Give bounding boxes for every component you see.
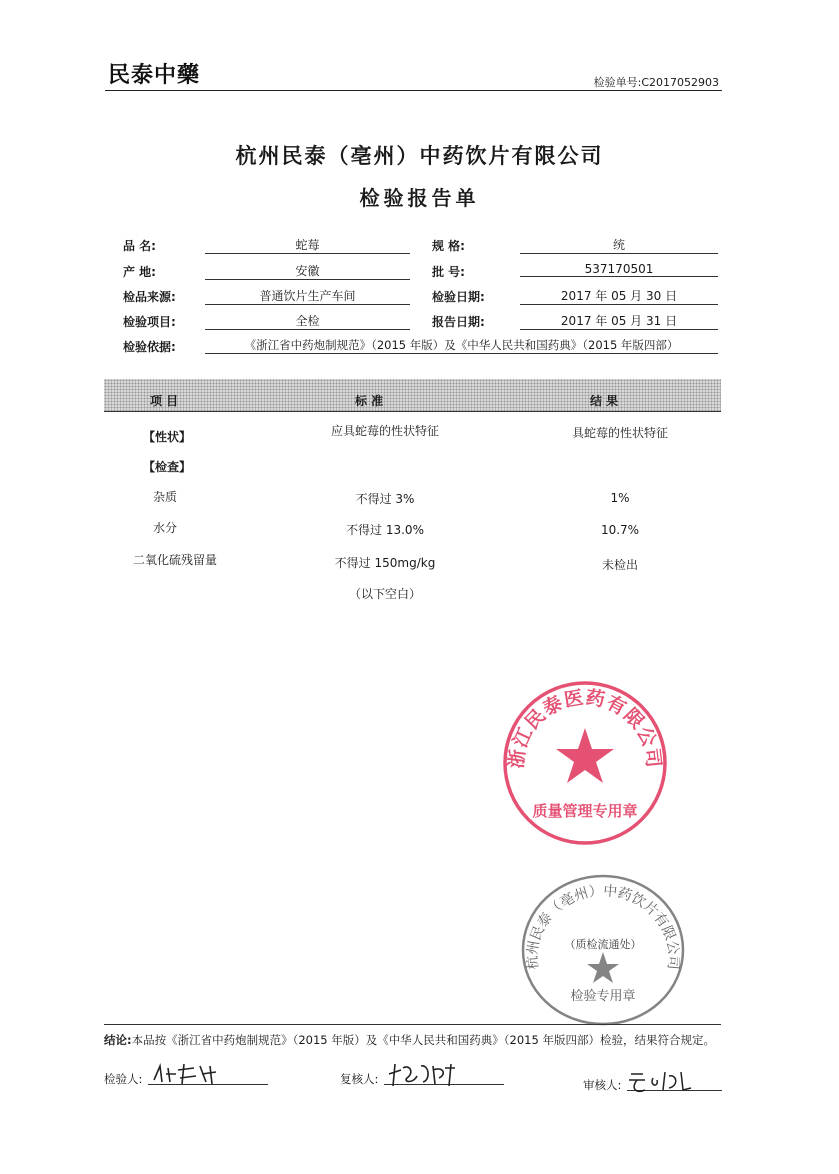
batch-value: 537170501 [520,262,718,277]
table-row-item: 二氧化硫残留量 [132,553,217,567]
conclusion-divider [104,1024,721,1025]
doc-number-label: 检验单号: [593,76,642,89]
table-row-item: 杂质 [152,490,177,504]
report-date-value: 2017 年 05 月 31 日 [520,312,718,330]
company-logo: 民泰中藥 [108,62,201,88]
section-checks: 【检查】 [143,460,192,474]
item-value: 全检 [205,312,410,330]
gray-stamp-top-text: 杭州民泰（亳州）中药饮片有限公司 [524,883,682,971]
col-header-result: 结 果 [590,394,619,408]
product-name-label: 品 名: [123,239,156,253]
col-header-standard: 标 准 [355,394,384,408]
inspect-date-value: 2017 年 05 月 30 日 [520,287,718,305]
gray-stamp-middle-text: （质检流通处） [564,938,642,951]
quality-seal-stamp [500,678,670,848]
table-row-item: 水分 [152,521,177,535]
table-row-result: 未检出 [601,558,638,572]
red-star-icon [556,728,614,783]
table-row-standard: 不得过 150mg/kg [334,556,436,570]
gray-star-icon [587,952,619,983]
approver-label: 审核人: [583,1078,622,1092]
inspector-signature [150,1060,230,1088]
product-name-value: 蛇莓 [205,236,410,254]
red-stamp-top-text: 浙江民泰医药有限公司 [505,686,665,770]
item-label: 检验项目: [123,315,176,329]
company-name: 杭州民泰（亳州）中药饮片有限公司 [235,144,604,168]
inspect-date-label: 检验日期: [432,290,485,304]
origin-value: 安徽 [205,262,410,280]
batch-label: 批 号: [432,265,465,279]
conclusion-text: 本品按《浙江省中药炮制规范》（2015 年版）及《中华人民共和国药典》（2015 年版四部）检验，结果符合规定。 [131,1033,715,1047]
conclusion [104,1033,721,1048]
gray-stamp-bottom-text: 检验专用章 [570,989,636,1004]
char-result: 具蛇莓的性状特征 [571,426,668,440]
origin-label: 产 地: [123,265,156,279]
table-header-band [104,379,721,412]
table-row-standard: 不得过 3% [355,492,415,506]
source-label: 检品来源: [123,290,176,304]
reviewer-label: 复核人: [340,1072,379,1086]
table-row-result: 1% [610,491,630,505]
spec-value: 统 [520,236,718,254]
table-row-result: 10.7% [600,523,640,537]
conclusion-label: 结论: [104,1033,132,1047]
reviewer-signature [385,1060,465,1090]
inspector-label: 检验人: [104,1072,143,1086]
red-stamp-bottom-text: 质量管理专用章 [532,802,638,820]
approver-signature [625,1066,705,1098]
report-title: 检验报告单 [359,186,480,210]
basis-label: 检验依据: [123,340,176,354]
source-value: 普通饮片生产车间 [205,287,410,305]
doc-number-value: C2017052903 [641,76,719,89]
report-date-label: 报告日期: [432,315,485,329]
inspection-seal-stamp [518,870,688,1030]
basis-value: 《浙江省中药炮制规范》（2015 年版）及《中华人民共和国药典》（2015 年版四部） [205,337,718,354]
blank-note: （以下空白） [348,587,421,601]
section-characters: 【性状】 [143,430,192,444]
char-standard: 应具蛇莓的性状特征 [330,424,439,438]
spec-label: 规 格: [432,239,465,253]
col-header-item: 项 目 [150,394,179,408]
header-divider [105,90,722,91]
doc-number [594,74,719,90]
table-row-standard: 不得过 13.0% [346,523,424,537]
